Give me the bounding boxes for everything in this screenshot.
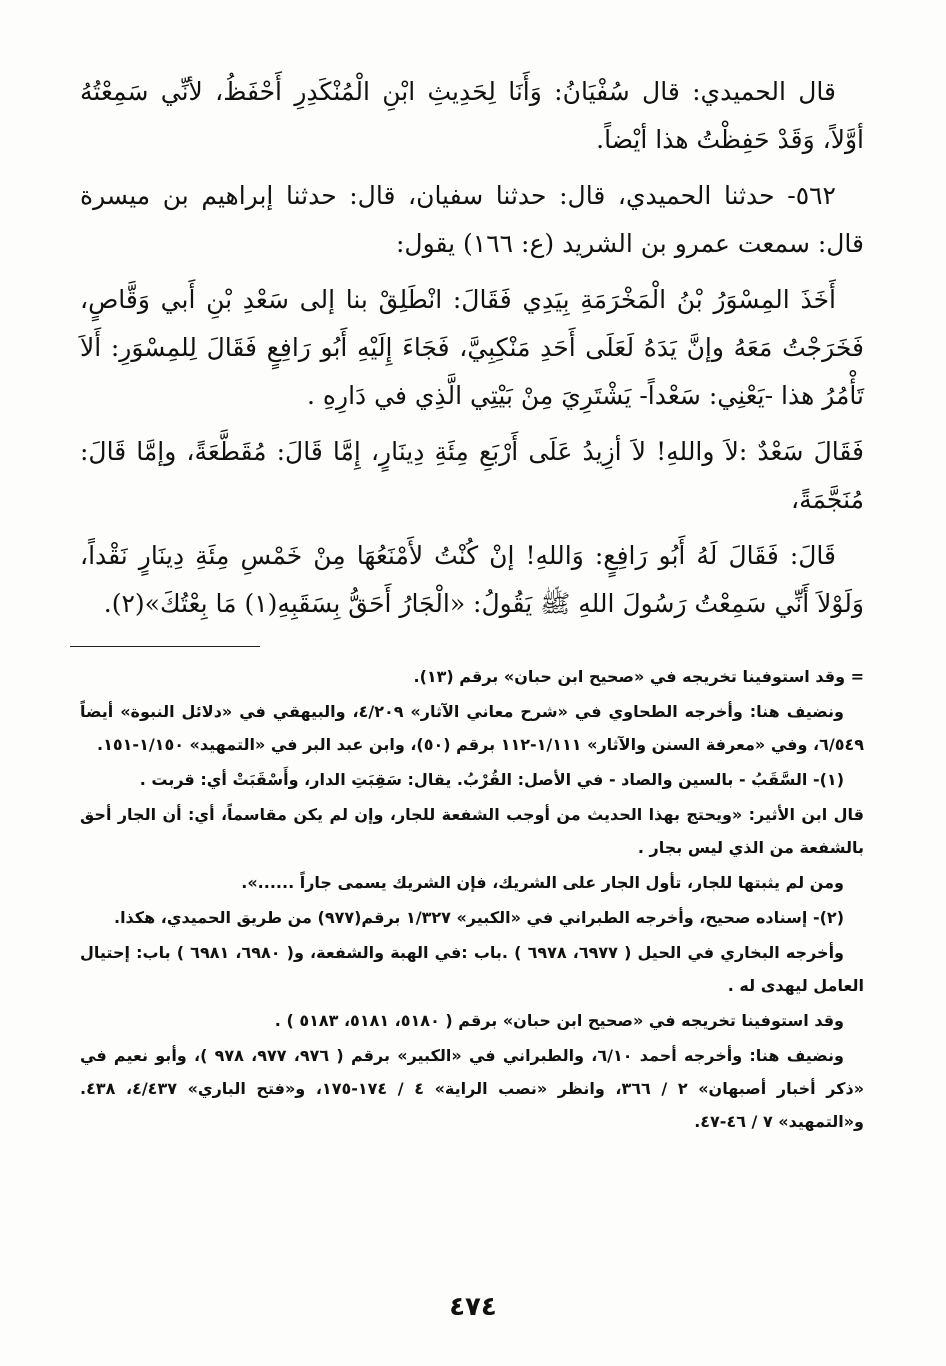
footnote-addition: ونضيف هنا: وأخرجه الطحاوي في «شرح معاني الآثار» ٤/٢٠٩، والبيهقي في «دلائل النبوة» أيضاً ٦/٥٤٩، وفي «معرفة السنن والآثار» ١/١١١-١١٢ برقم (٥٠)، وابن عبد البر في «التمهيد» ١/١٥٠-١٥١. xyxy=(80,702,864,754)
footnote-continuation: = وقد استوفينا تخريجه في «صحيح ابن حبان» برقم (١٣). xyxy=(413,667,864,686)
footnotes xyxy=(80,660,864,1140)
paragraph-4: فَقَالَ سَعْدٌ :لاَ واللهِ! لاَ أزِيدُ عَلَى أَرْبَعِ مِئَةِ دِينَارٍ، إِمَّا قَالَ: مُقَطَّعَةً، وإمَّا قَالَ: مُنَجَّمَةً، xyxy=(80,437,864,514)
paragraph-3: أَخَذَ المِسْوَرُ بْنُ الْمَخْرَمَةِ بِيَدِي فَقَالَ: انْطَلِقْ بنا إلى سَعْدِ بْنِ أَبي وَقَّاصٍ، فَخَرَجْتُ مَعَهُ وإنَّ يَدَهُ لَعَلَى أَحَدِ مَنْكِبِيَّ، فَجَاءَ إِلَيْهِ أَبُو رَافِعٍ فَقَالَ لِلمِسْوَرِ: أَلاَ تَأْمُرُ هذا -يَعْنِي: سَعْداً- يَشْتَرِيَ مِنْ بَيْتِي الَّذِي في دَارِهِ . xyxy=(80,285,864,410)
footnote-2-addition: ونضيف هنا: وأخرجه أحمد ٦/١٠، والطبراني في «الكبير» برقم ( ٩٧٦، ٩٧٧، ٩٧٨ )، وأبو نعيم في «ذكر أخبار أصبهان» ٢ / ٣٦٦، وانظر «نصب الراية» ٤ / ١٧٤-١٧٥، و«فتح الباري» ٤/٤٣٧، ٤٣٨. و«التمهيد» ٧ / ٤٦-٤٧. xyxy=(80,1046,865,1131)
footnote-2: (٢)- إسناده صحيح، وأخرجه الطبراني في «الكبير» ١/٣٢٧ برقم(٩٧٧) من طريق الحميدي، هكذا. xyxy=(113,908,844,927)
main-text xyxy=(80,68,864,636)
footnote-1-ibn-athir: قال ابن الأثير: «ويحتج بهذا الحديث من أوجب الشفعة للجار، وإن لم يكن مقاسماً، أي: أن الجار أحق بالشفعة من الذي ليس بجار . xyxy=(80,805,864,857)
paragraph-1: قال الحميدي: قال سُفْيَانُ: وَأَنَا لِحَدِيثِ ابْنِ الْمُنْكَدِرِ أَحْفَظُ، لأنِّي سَمِعْتُهُ أوَّلاً، وَقَدْ حَفِظْتُ هذا أيْضاً. xyxy=(80,77,864,154)
paragraph-5: قَالَ: فَقَالَ لَهُ أَبُو رَافِعٍ: وَاللهِ! إنْ كُنْتُ لأَمْنَعُهَا مِنْ خَمْسِ مِئَةِ دِينَارٍ نَقْداً، وَلَوْلاَ أَنِّي سَمِعْتُ رَسُولَ اللهِ ﷺ يَقُولُ: «الْجَارُ أَحَقُّ بِسَقَبِهِ(١) مَا بِعْتُكَ»(٢). xyxy=(80,541,864,618)
footnote-2-bukhari: وأخرجه البخاري في الحيل ( ٦٩٧٧، ٦٩٧٨ ) .باب :في الهبة والشفعة، و( ٦٩٨٠، ٦٩٨١ ) باب: إحتيال العامل ليهدى له . xyxy=(80,943,864,995)
paragraph-2-hadith-562: ٥٦٢- حدثنا الحميدي، قال: حدثنا سفيان، قال: حدثنا إبراهيم بن ميسرة قال: سمعت عمرو بن الشريد (ع: ١٦٦) يقول: xyxy=(80,181,864,258)
footnote-1-continued: ومن لم يثبتها للجار، تأول الجار على الشريك، فإن الشريك يسمى جاراً ......». xyxy=(241,873,844,892)
footnote-2-ibn-hibban: وقد استوفينا تخريجه في «صحيح ابن حبان» برقم ( ٥١٨٠، ٥١٨١، ٥١٨٣ ) . xyxy=(274,1011,844,1030)
footnote-separator xyxy=(70,646,260,647)
page-number: ٤٧٤ xyxy=(449,1292,497,1322)
footnote-1: (١)- السَّقَبُ - بالسين والصاد - في الأصل: القُرْبُ. يقال: سَقِبَتِ الدار، وأَسْقَبَتْ أي: قربت . xyxy=(139,770,844,789)
